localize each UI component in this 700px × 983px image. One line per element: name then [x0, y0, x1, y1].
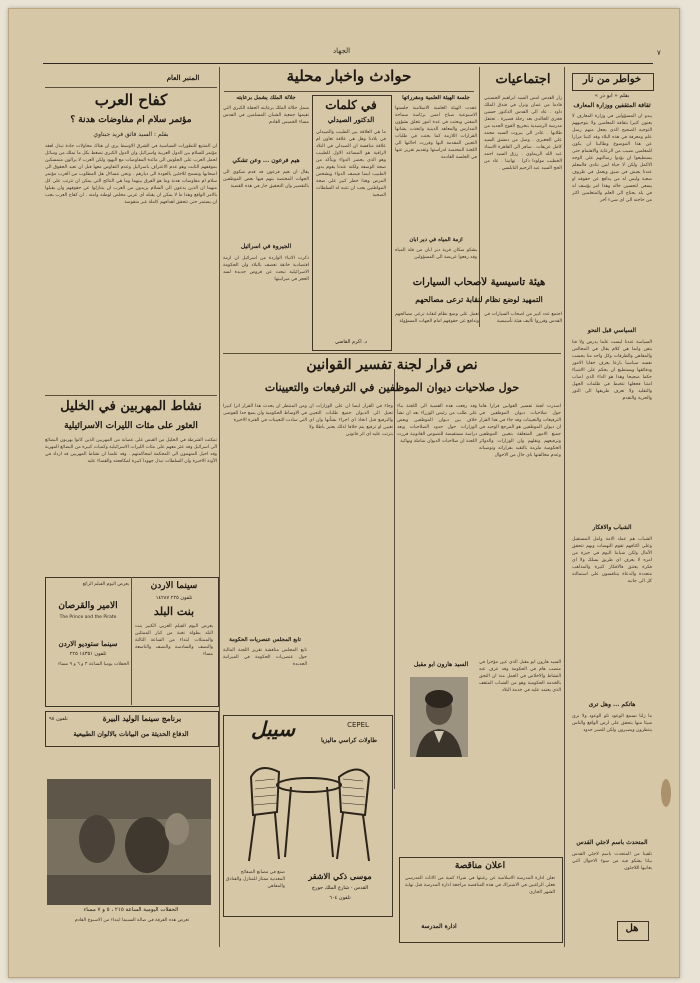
cinema-jordan-title: سينما الاردن — [150, 581, 198, 591]
misc-article-body: تابع المجلس مناقشة تقرير اللجنة المالية حول عنصريات الحكومة في الميزانية الجديدة — [223, 648, 307, 667]
right-column-signature: بقلم « أبو ذر » — [594, 93, 630, 99]
left-subhead-1: هيم فرعون ... وعن تشكي — [232, 157, 300, 164]
bottom-note-body: تعرض هذه الفرقة في صالة السينما ابتداء من الاسبوع القادم — [74, 918, 190, 923]
local-news-item-1-body: عقدت الهيئة العلمية الاسلامية جلستها الاسبوعية صباح امس برئاسة سماحة المفتي وبحثت في عدة امور تتعلق بشؤون المدارس والمعاهد الدينية واتخذت بشانها القرارات اللازمة كما بحثت في طلبات التعيين المقدمة اليها وقررت احالتها الى اللجنة المختصة لدراستها وتقديم تقرير عنها في الجلسة القادمة — [395, 106, 477, 160]
laws-title: نص قرار لجنة تفسير القوانين — [306, 357, 478, 373]
cinema-other-film-en: The Prince and the Pirate — [59, 615, 117, 620]
local-news-item-2-body: يشكو سكان قرية دير ابان من قلة المياه وقد رفعوا عريضة الى المسؤولين — [395, 248, 477, 260]
local-news-title: حوادث واخبار محلية — [286, 67, 412, 85]
person-body: السيد هارون ابو مقبل الذي عين مؤخرا في منصب هام في الحكومة وقد عرف عنه النشاط والاخلاص في العمل منذ ان التحق بالخدمة الحكومية وهو من الشباب المثقف الذي يعتمد عليه في خدمة البلاد — [479, 660, 561, 693]
local-news-item-3: جلالة الملك يشمل برعايته — [236, 95, 296, 101]
laws-body-2: وقد رفعت هذه القضية الى اللجنة بناء على طلب من رئيس الوزراء بعد ان نشأ خلاف بين ديوان الموظفين وبعض الوزارات حول حدود الصلاحيات وبعد دراسة مستفيضة للنصوص القانونية قررت اللجنة ان صلاحيات الديوان شاملة ونهائية — [397, 404, 477, 444]
cinema-jordan-body: يعرض اليوم الفيلم العربي الكبير بنت البلد بطولة نخبة من كبار الممثلين والممثلات ابتداء من الساعة الثالثة والنصف والسادسة والنصف والتاسعة مساء — [135, 624, 213, 657]
corner-mark: هل — [625, 923, 639, 934]
hebron-rule — [45, 395, 217, 396]
local-news-item-2: ازمة المياه في دير ابان — [409, 237, 463, 243]
bottom-note: الحفلات اليومية الساعة ٢١٥ ، ٥ و ٧ مساء — [83, 907, 179, 913]
left-subhead-2-body: ذكرت الانباء الواردة من اسرائيل ان ازمة اقتصادية خانقة تعصف بالبلاد وان الحكومة الاسرائيلية تبحث عن قروض جديدة لسد العجز في ميزانيتها — [223, 256, 309, 282]
right-body-5: تلقينا من المتحدث باسم لاجئي القدس بيانا يشكو فيه من سوء الاحوال التي يعانيها اللاجئون — [572, 852, 652, 871]
right-body-2: السياسة عندنا ليست علما يدرس ولا فنا يتقن وانما هي كلام يقال في المجالس والمقاهي والطرقات وكل واحد منا يحسب نفسه سياسيا بارعا يعرف خفايا الامور ودقائقها ويستطيع ان يحكم على الاشياء حكما صحيحا وهذا هو الداء الذي اصاب امتنا فجعلها تتخبط في ظلمات الجهل والتقليد ولا تعرف طريقها الى النور والحرية والتقدم — [572, 340, 652, 401]
laws-body-1: اصدرت لجنة تفسير القوانين قرارا هاما حول صلاحيات ديوان الموظفين في الترفيعات والتعيينات وقد جاء في هذا القرار ان ديوان الموظفين هو المرجع الوحيد في جميع الامور المتعلقة بتعيين الموظفين وترفيعهم ونقلهم وان الوزارات والدوائر الحكومية ملزمة بالتقيد بقراراته وتوصياته وعدم مخالفتها باي حال من الاحوال — [479, 404, 561, 458]
cinema-studio-phone: تلفون ١٤٣٥١ ٢٢٥ — [69, 651, 107, 657]
laws-body-4: ومن المنتظر ان يحدث هذا القرار اثرا كبيرا في الاوساط الحكومية وان يضع حدا للفوضى التي سادت التعيينات في الفترة الاخيرة — [223, 404, 307, 423]
hebron-subtitle: العثور على مئات الليرات الاسرائيلية — [64, 421, 198, 431]
right-subhead-5: المتحدث باسم لاجئي القدس — [576, 839, 648, 846]
cinema-jordan-phone: تلفون ٢٢٥ ١٤٢٨٧ — [155, 595, 193, 601]
local-news-item-1: جلسة الهيئة العلمية ومقرراتها — [402, 95, 470, 101]
ad-dealer-address: القدس - شارع الملك جورج — [311, 885, 369, 891]
left-subhead-2: الجيروة في اسرائيل — [240, 243, 292, 250]
paper-name: الجهاد — [333, 47, 351, 55]
left-body: ان المتتبع للتطورات السياسية في الشرق الاوسط يرى ان هناك محاولات جادة تبذل لعقد مؤتمر للسلام بين الدول العربية واسرائيل وان الدول الكبرى تضغط بكل ما تملك من وسائل لحمل العرب على الجلوس الى مائدة المفاوضات مع اليهود ولكن العرب لا يزالون متمسكين بموقفهم الثابت وهو عدم الاعتراف باسرائيل وعدم التفاوض معها قبل ان تعيد الحقوق الى اصحابها وتسمح للاجئين بالعودة الى ديارهم . ونحن نتساءل هل المطلوب من العرب مؤتمر سلام ام مفاوضات هدنة وما هو الفرق بينهما وما هي النتائج التي يمكن ان تترتب على كل منهما ان الذين يدعون الى السلام يريدون من العرب ان يتنازلوا عن حقوقهم وان يقبلوا بالامر الواقع وهذا ما لا يمكن ان يقبله اي عربي مخلص لوطنه وامته . ان كفاح العرب يجب ان يستمر حتى تتحقق اهدافهم كاملة غير منقوصة — [45, 144, 217, 205]
person-portrait — [410, 677, 468, 757]
taxi-owners-title: هيئة تأسيسية لأصحاب السيارات — [412, 277, 546, 288]
right-body-1: يبدو ان المسؤولين في وزارة المعارف لا يعنون كثيرا بثقافة المعلمين ولا بتوجيههم التوجيه الصحيح الذي يجعل منهم رسل علم ومعرفة في هذه البلاد وقد كتبنا مرارا عن هذا الموضوع وطالبنا ان يكون للمعلمين نصيب من الرعاية والاهتمام حتى يستطيعوا ان يؤدوا رسالتهم على الوجه الاكمل ولكن لا حياة لمن تنادي فالمعلم عندنا يعيش في ضيق ويعمل في ظروف صعبة وليس له من يدافع عن حقوقه او يسعى لتحسين حاله وهذا امر يؤسف له في بلد يحتاج الى العلم والمتعلمين اكثر من حاجته الى اي شيء آخر — [572, 114, 652, 203]
right-subhead-1: ثقافة المثقفين ووزارة المعارف — [573, 102, 651, 109]
cinema-studio: سينما ستوديو الاردن — [58, 639, 118, 648]
ad-brand: سيبل — [251, 717, 295, 741]
left-section-label: المنبر العام — [166, 73, 200, 82]
left-byline: بقلم : السيد فائق فريد جبتاوي — [93, 131, 169, 138]
tender-signature: ادارة المدرسة — [421, 923, 457, 930]
laws-subtitle: حول صلاحيات ديوان الموظفين في الترفيعات والتعيينات — [264, 381, 520, 394]
film-still-photo — [47, 779, 211, 905]
kalimat-author: الدكتور الصيدلي — [327, 115, 375, 124]
taxi-owners-subtitle: التمهيد لوضع نظام لنقابة ترعى مصالحهم — [415, 295, 543, 304]
ad-items: طاولات كراسي ماليزيا — [320, 737, 378, 744]
right-body-3: الشباب هم عماد الامة وامل المستقبل وعلى اكتافهم تقوم النهضات وبهم تتحقق الآمال ولكن شبابنا اليوم في حيرة من امره لا يعرف اي طريق يسلك ولا اي فكرة يعتنق فالافكار كثيرة والمذاهب متعددة والدعاة يتنافسون على استمالته كل الى جانبه — [572, 537, 652, 584]
ad-dealer-phone: تلفون ٦٠٤ — [329, 895, 351, 901]
ijtimaiyat-body: زار القدس امس السيد ابراهيم الحسيني قادما من عمان ونزل في فندق الملك داود . عاد الى القدس الدكتور حسين فخري الخالدي بعد رحلة قصيرة . تحتفل مدرسة الرشيدية بتخريج الفوج الجديد من طلابها . غادر الى بيروت السيد محمد علي الجعبري . وصل من دمشق السيد كامل عريقات . سافر الى القاهرة الاستاذ عبد الله الريماوي . رزق السيد احمد الخطيب مولودا ذكرا . تهانينا . عاد من الحج السيد عبد الرحيم النابلسي . — [484, 96, 562, 171]
left-subhead-1-body: يقال ان هيم فرعون قد قدم شكوى الى الجهات المختصة يتهم فيها بعض الموظفين بالتقصير وان التحقيق جار في هذه القضية — [223, 170, 309, 189]
masthead-rule — [43, 63, 653, 64]
column-rule-1 — [564, 67, 565, 947]
misc-article-title: تابع المجلس عنصريات الحكومة — [229, 637, 301, 643]
page-number: ٧ — [657, 49, 661, 57]
person-caption: السيد هارون ابو مقبل — [413, 661, 469, 668]
left-section-rule — [45, 87, 217, 88]
cinema-other-film: الامير والقرصان — [58, 601, 118, 611]
column-rule-3 — [219, 67, 220, 947]
chairs-illustration — [239, 757, 379, 867]
tender-title: اعلان مناقصة — [454, 861, 506, 871]
cinema-jordan-film: بنت البلد — [153, 605, 195, 618]
ad-brand-latin: CEPEL — [347, 721, 369, 729]
wedding-phone: تلفون ٩٨ — [49, 716, 68, 722]
local-news-item-3-body: شمل جلالة الملك برعايته الحفلة الكبرى التي تقيمها جمعية الشبان المسلمين في القدس مساء الخميس القادم — [223, 106, 309, 125]
newspaper-page — [8, 8, 680, 978]
cinema-divider — [131, 577, 132, 705]
person-photo — [410, 677, 468, 757]
right-subhead-4: هاتكم ... وهل ترى — [588, 701, 636, 708]
taxi-owners-body-2: تعمل على وضع نظام لنقابة ترعى مصالحهم وتدافع عن حقوقهم امام الجهات المسؤولة — [395, 312, 479, 324]
wedding-program: برنامج سينما الوليد البيرة — [102, 714, 182, 723]
cinema-other-top: يعرض اليوم الفيلم الرائع — [82, 582, 129, 587]
ad-side-text: صنع في مصانع الصفائح المعدنية ممتاز للمنازل والفنادق والمقاهي — [225, 870, 285, 889]
wedding-note: الدفاع الحديثة من البيانات بالالوان الطبيعية — [73, 730, 189, 738]
taxi-owners-body: اجتمع عدد كبير من اصحاب السيارات في القدس وقرروا تأليف هيئة تأسيسية — [484, 312, 562, 324]
kalimat-signature: د. اكرم القاضي — [335, 339, 367, 345]
kalimat-body: ما هي العلاقة بين الطبيب والصيدلي في بلادنا وهل هي علاقة تعاون ام علاقة منافسة ان الصيدلي في البلاد الراقية هو المساعد الاول للطبيب وهو الذي يحضر الدواء ويتأكد من صحة الوصفة ولكنه عندنا يقوم بدور الطبيب ايضا فيصف الدواء ويشخص المرض وهذا خطر كبير على صحة المواطنين يجب ان تتنبه له السلطات الصحية — [316, 130, 386, 198]
ijtimaiyat-title: اجتماعيات — [495, 72, 551, 87]
tender-body: تعلن ادارة المدرسة الاسلامية عن رغبتها في شراء كمية من الاثاث المدرسي فعلى الراغبين في الاشتراك في هذه المناقصة مراجعة ادارة المدرسة قبل نهاية الشهر الجاري — [405, 876, 555, 895]
right-body-4: ما زلنا نسمع الوعود تلو الوعود ولا نرى شيئا منها يتحقق على ارض الواقع والناس ينتظرون ويصبرون ولكن للصبر حدود — [572, 714, 652, 733]
hebron-title: نشاط المهربين في الخليل — [60, 399, 202, 414]
kalimat-title: في كلمات — [325, 98, 377, 112]
left-subtitle: مؤتمر سلام أم مفاوضات هدنة ؟ — [70, 115, 192, 125]
hebron-body: تمكنت الشرطة في الخليل من القبض على عصابة من المهربين الذين كانوا يهربون البضائع الى اسرائيل وقد عثر معهم على مئات الليرات الاسرائيلية وكميات كبيرة من البضائع المهربة وقد احيل المتهمون الى المحكمة لمحاكمتهم . وقد علمنا ان نشاط المهربين قد ازداد في الآونة الاخيرة وان السلطات تبذل جهودا كبيرة لمكافحته والقضاء عليه — [45, 438, 217, 464]
right-subhead-3: الشباب والافكار — [592, 524, 632, 531]
column-rule-2 — [479, 67, 480, 327]
laws-body-3: وجاء في القرار ايضا ان على الوزارات ان تحيل الى الديوان جميع طلبات التعيين والترفيع قبل اتخاذ اي اجراء بشأنها وان اي تعيين او ترفيع يتم خلافا لذلك يعتبر باطلا ولا يترتب عليه اي اثر قانوني — [309, 404, 393, 437]
paper-stain — [661, 779, 671, 807]
cinema-studio-body: الحفلات يوميا الساعة ٣ و ٦ و ٩ مساء — [58, 662, 129, 667]
right-column-title: خواطر من نار — [582, 74, 642, 85]
right-subhead-2: السياسي قبل النحو — [587, 327, 637, 334]
film-still-image — [47, 779, 211, 905]
column-rule-4 — [394, 369, 395, 789]
left-title: كفاح العرب — [94, 91, 168, 109]
ad-dealer: موسى ذكي الاشقر — [308, 871, 372, 881]
local-news-rule — [224, 91, 474, 92]
laws-rule-top — [223, 353, 561, 354]
